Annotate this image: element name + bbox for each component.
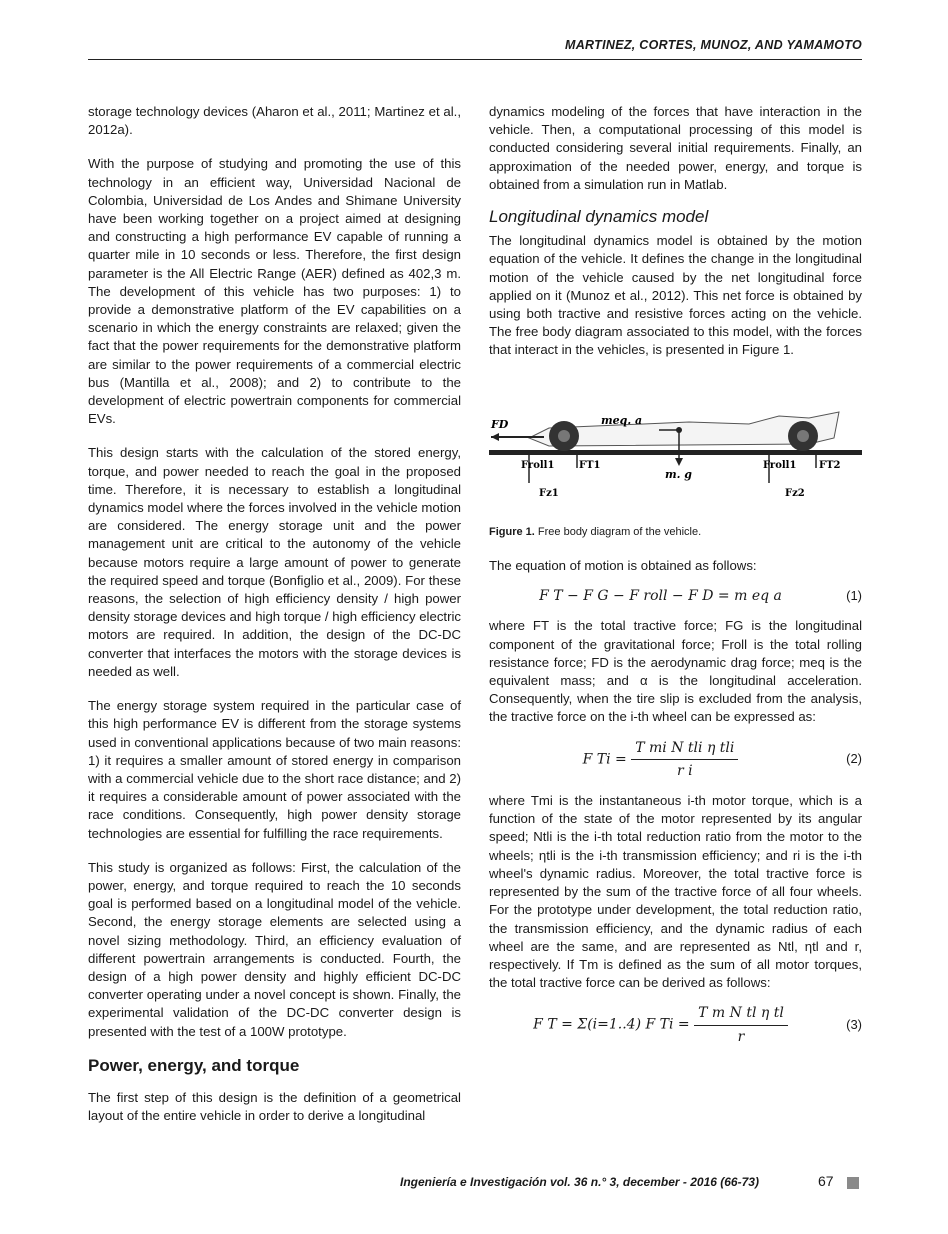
equation-body <box>489 1004 832 1045</box>
label-mg: m. g <box>665 467 692 481</box>
label-ft1: FT1 <box>579 459 601 471</box>
paragraph: With the purpose of studying and promoting the use of this technology in an efficient way, Universidad Nacional de Colombia, Universidad de Los Andes and Shimane University have been working together on a project aimed at designing and constructing a high performance EV capable of running a quarter mile in 10 seconds or less. Therefore, the first design parameter is the All Electric Range (AER) defined as 402,3 m. The development of this vehicle has two purposes: 1) to provide a demonstrative platform of the EV capabilities on a scenario in which the energy constraints are relaxed; given the fact that the power requirements for the demonstrative platform are similar to the power requirements of a commercial electric bus (Mantilla et al., 2008); and 2) to contribute to the development of electric powertrain components for commercial EVs. <box>88 156 461 427</box>
label-fd: FD <box>491 417 509 431</box>
denominator: r <box>737 1028 745 1045</box>
figure-caption <box>489 523 862 541</box>
figure-caption-text: Free body diagram of the vehicle. <box>537 525 702 538</box>
header-rule <box>88 59 862 60</box>
equation-body <box>489 739 832 780</box>
running-header: MARTINEZ, CORTES, MUNOZ, AND YAMAMOTO <box>565 38 862 52</box>
paragraph: The energy storage system required in the particular case of this high performance EV is different from the storage systems used in conventional applications because of two main reasons: 1) it requires a smaller amount of stored energy in comparison with a commercial vehicle due to the short race distance; and 2) it requires a considerable amount of power associated with the race conditions. Consequently, high power density storage technologies are essential for fulfilling the race requirements. <box>88 698 461 841</box>
subsection-heading: Longitudinal dynamics model <box>489 207 709 227</box>
label-meq: meq. a <box>601 413 643 427</box>
paragraph: dynamics modeling of the forces that have interaction in the vehicle. Then, a computational processing of this model is conducted considering several initial requirements. Finally, an approximation of the needed power, energy, and torque is obtained from a simulation run in Matlab. <box>489 104 862 192</box>
paragraph: The first step of this design is the definition of a geometrical layout of the entire vehicle in order to derive a longitudinal <box>88 1089 461 1124</box>
label-fz1: Fz1 <box>539 487 559 499</box>
label-froll1-rear: Froll1 <box>763 459 797 471</box>
denominator: r i <box>677 762 693 779</box>
paragraph: This study is organized as follows: First, the calculation of the power, energy, and torque required to reach the 10 seconds goal is performed based on a longitudinal model of the vehicle. Second, the energy storage elements are selected using a novel sizing methodology. Third, an efficiency evaluation of different powertrain arrangements is conducted. Fourth, the design of a high power density and highly efficient DC-DC converter operating under a novel concept is shown. Finally, the experimental validation of the DC-DC converter design is presented with the test of a 100W prototype. <box>88 859 461 1039</box>
equation-number: (2) <box>846 751 862 767</box>
page-marker <box>847 1177 859 1189</box>
right-column <box>489 103 862 1058</box>
fraction <box>631 739 738 780</box>
paragraph: where FT is the total tractive force; FG is the longitudinal component of the gravitational force; Froll is the total rolling resistance force; FD is the aerodynamic drag force; meq is the equivalent mass; and α is the longitudinal acceleration. Consequently, when the tire slip is excluded from the analysis, the tractive force on the i-th wheel can be expressed as: <box>489 618 862 725</box>
numerator: T m N tl η tl <box>694 1004 788 1025</box>
section-heading: Power, energy, and torque <box>88 1055 300 1075</box>
ground-line <box>489 450 862 455</box>
journal-footer: Ingeniería e Investigación vol. 36 n.° 3, december - 2016 (66-73) <box>400 1175 759 1189</box>
label-ft2: FT2 <box>819 459 841 471</box>
paragraph: This design starts with the calculation of the stored energy, torque, and power needed to reach the goal in the proposed time. Therefore, it is necessary to establish a longitudinal dynamics model where the forces involved in the vehicle motion are considered. The energy storage unit and the power management unit are critical to the autonomy of the vehicle because motors require a large amount of power to generate the required speed and torque (Bonfiglio et al., 2009). For these reasons, the selection of high efficiency density / high power density storage devices and high torque / high efficiency electric motors are required. In addition, the design of the DC-DC converter that interfaces the motors with the storage devices is needed as well. <box>88 445 461 679</box>
equation-number: (1) <box>846 588 862 604</box>
equation-body: F T − F G − F roll − F D = m eq a <box>539 588 782 605</box>
equation-2 <box>489 739 862 780</box>
equation-lhs: F Ti = <box>582 751 627 768</box>
page-number: 67 <box>818 1173 834 1189</box>
label-fz2: Fz2 <box>785 487 805 499</box>
label-froll1-front: Froll1 <box>521 459 555 471</box>
equation-number: (3) <box>846 1016 862 1032</box>
figure-1 <box>489 408 862 541</box>
left-column <box>88 103 461 1125</box>
figure-label: Figure 1. <box>489 525 535 538</box>
equation-1 <box>489 587 862 605</box>
equation-lhs: F T = Σ(i=1..4) F Ti = <box>533 1017 690 1034</box>
fraction <box>694 1004 788 1045</box>
paragraph: where Tmi is the instantaneous i-th motor torque, which is a function of the state of the motor represented by its angular speed; Ntli is the i-th total reduction ratio from the motor to the wheels; ηtli is the i-th transmission efficiency; and ri is the i-th wheel's dynamic radius. Moreover, the total tractive force is represented by the sum of the tractive force of all four wheels. For the prototype under development, the total reduction ratio, the transmission efficiency, and the dynamic radius of each wheel are the same, and are represented as Ntl, ηtl and r, respectively. If Tm is defined as the sum of all motor torques, the total tractive force can be derived as follows: <box>489 793 862 991</box>
free-body-diagram <box>489 408 862 508</box>
equation-3 <box>489 1004 862 1045</box>
numerator: T mi N tli η tli <box>631 739 738 760</box>
paragraph: The equation of motion is obtained as follows: <box>489 558 757 574</box>
paragraph: The longitudinal dynamics model is obtained by the motion equation of the vehicle. It defines the change in the longitudinal motion of the vehicle caused by the net longitudinal force applied on it (Munoz et al., 2012). This net force is obtained by using both tractive and resistive forces acting on the vehicle. The free body diagram associated to this model, with the forces that interact in the vehicles, is presented in Figure 1. <box>489 233 862 358</box>
paragraph: storage technology devices (Aharon et al., 2011; Martinez et al., 2012a). <box>88 104 461 138</box>
